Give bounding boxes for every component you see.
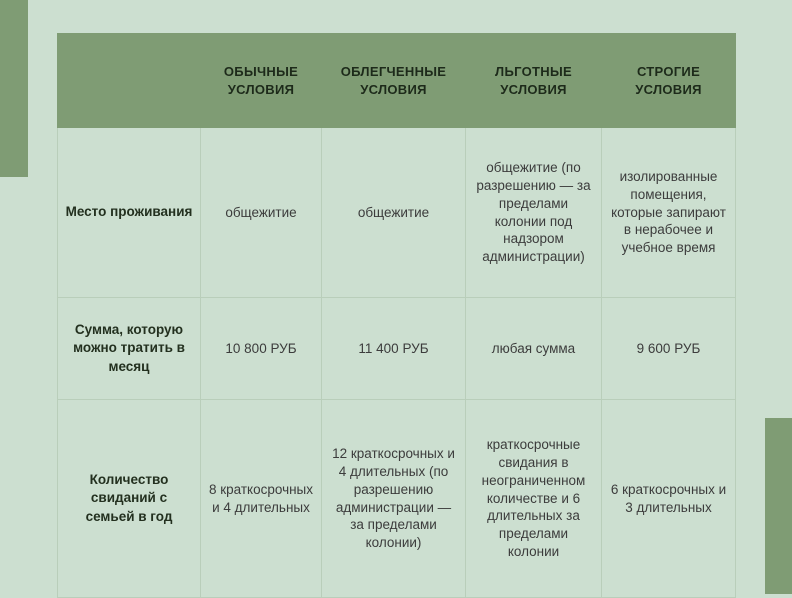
cell-visits-oblegchennye: 12 краткосрочных и 4 длительных (по разрешению администрации — за пределами колонии) [322, 400, 466, 598]
table-row-allowance [58, 298, 736, 400]
left-accent-bar [0, 0, 28, 177]
cell-visits-obychnye: 8 краткосрочных и 4 длительных [201, 400, 322, 598]
conditions-comparison-table [57, 33, 736, 598]
row-label-visits: Количество свиданий с семьей в год [58, 400, 201, 598]
right-accent-bar [765, 418, 792, 594]
cell-allowance-lgotnye: любая сумма [466, 298, 602, 400]
column-header-obychnye: ОБЫЧНЫЕ УСЛОВИЯ [201, 34, 322, 128]
table-corner-cell [58, 34, 201, 128]
cell-visits-lgotnye: краткосрочные свидания в неограниченном количестве и 6 длительных за пределами колонии [466, 400, 602, 598]
table-header-row [58, 34, 736, 128]
column-header-lgotnye: ЛЬГОТНЫЕ УСЛОВИЯ [466, 34, 602, 128]
table-row-visits [58, 400, 736, 598]
cell-allowance-strogie: 9 600 РУБ [602, 298, 736, 400]
cell-allowance-oblegchennye: 11 400 РУБ [322, 298, 466, 400]
cell-residence-obychnye: общежитие [201, 128, 322, 298]
cell-visits-strogie: 6 краткосрочных и 3 длительных [602, 400, 736, 598]
column-header-oblegchennye: ОБЛЕГЧЕННЫЕ УСЛОВИЯ [322, 34, 466, 128]
column-header-strogie: СТРОГИЕ УСЛОВИЯ [602, 34, 736, 128]
row-label-residence: Место проживания [58, 128, 201, 298]
cell-residence-strogie: изолированные помещения, которые запирают в нерабочее и учебное время [602, 128, 736, 298]
table-row-residence [58, 128, 736, 298]
row-label-allowance: Сумма, которую можно тратить в месяц [58, 298, 201, 400]
cell-allowance-obychnye: 10 800 РУБ [201, 298, 322, 400]
cell-residence-lgotnye: общежитие (по разрешению — за пределами колонии под надзором администрации) [466, 128, 602, 298]
cell-residence-oblegchennye: общежитие [322, 128, 466, 298]
